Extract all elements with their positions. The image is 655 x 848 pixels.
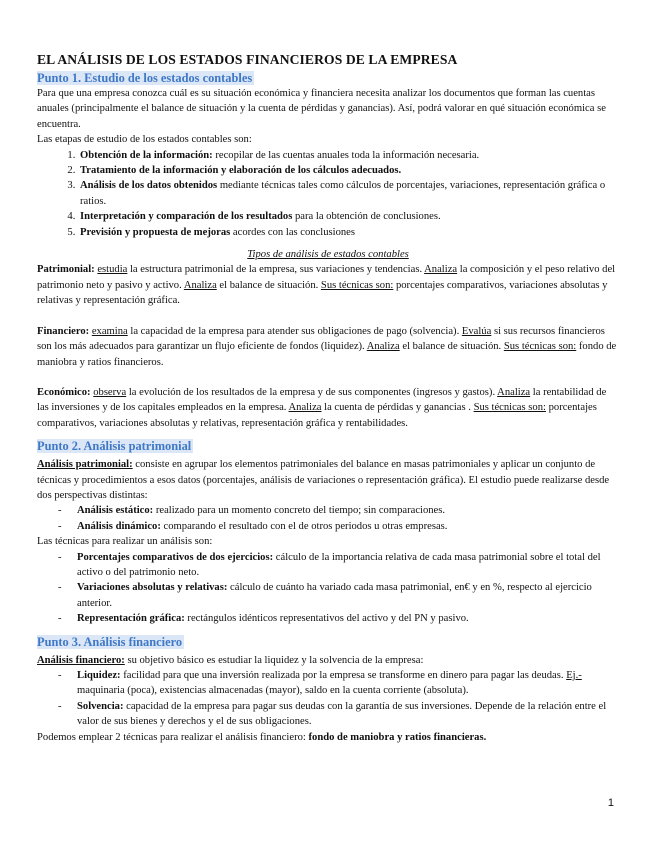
punto3-definition: Análisis financiero: su objetivo básico es estudiar la liquidez y la solvencia de la empresa:: [37, 654, 424, 666]
document-title: EL ANÁLISIS DE LOS ESTADOS FINANCIEROS DE LA EMPRESA: [37, 52, 458, 67]
section-heading-punto1: Punto 1. Estudio de los estados contables: [37, 71, 253, 85]
list-item: - Porcentajes comparativos de dos ejercicios: cálculo de la importancia relativa de cada masa patrimonial sobre el total del activo o del patrimonio neto.: [58, 550, 619, 581]
list-item: - Liquidez: facilidad para que una inversión realizada por la empresa se transforme en dinero para pagar las deudas. Ej.- maquinaria (poca), existencias almacenadas (mayor), saldo en la cuenta corriente (absoluta).: [58, 668, 619, 699]
punto3-closing: Podemos emplear 2 técnicas para realizar el análisis financiero: fondo de maniobra y ratios financieras.: [37, 731, 487, 743]
tipos-heading: Tipos de análisis de estados contables: [247, 249, 409, 261]
list-item: - Análisis estático: realizado para un momento concreto del tiempo; sin comparaciones.: [58, 503, 619, 518]
tipo-financiero: Financiero: examina la capacidad de la empresa para atender sus obligaciones de pago (solvencia). Evalúa si sus recursos financieros son los más adecuados para garantizar un flujo eficiente de fondos (liquidez). Analiza el balance de situación. Sus técnicas son: fondo de maniobra y ratios financieros.: [37, 325, 617, 368]
list-item: - Solvencia: capacidad de la empresa para pagar sus deudas con la garantía de sus inversiones. Depende de la relación entre el valor de sus bienes y derechos y el de sus obligaciones.: [58, 699, 619, 730]
list-item: 2. Tratamiento de la información y elaboración de los cálculos adecuados.: [78, 163, 619, 178]
section-heading-punto2: Punto 2. Análisis patrimonial: [37, 439, 192, 454]
perspectivas-list: [37, 503, 619, 534]
tecnicas-intro: Las técnicas para realizar un análisis son:: [37, 536, 213, 548]
list-item: - Variaciones absolutas y relativas: cálculo de cuánto ha variado cada masa patrimonial, en€ y en %, respecto al ejercicio anterior.: [58, 580, 619, 611]
list-item: 1. Obtención de la información: recopilar de las cuentas anuales toda la información necesaria.: [78, 148, 619, 163]
financiero-list: [37, 668, 619, 730]
tecnicas-list: [37, 550, 619, 627]
list-item: 3. Análisis de los datos obtenidos mediante técnicas tales como cálculos de porcentajes, variaciones, representación gráfica o ratios.: [78, 178, 619, 209]
section-heading-punto3: Punto 3. Análisis financiero: [37, 634, 183, 649]
tipo-economico: Económico: observa la evolución de los resultados de la empresa y de sus componentes (ingresos y gastos). Analiza la rentabilidad de las inversiones y de los capitales empleados en la empresa. Analiza la cuenta de pérdidas y ganancias . Sus técnicas son: porcentajes comparativos, variaciones absolutas y relativas, representación gráfica y rentabilidades.: [37, 386, 607, 429]
punto1-intro: Para que una empresa conozca cuál es su situación económica y financiera necesita analizar los documentos que forman las cuentas anuales (principalmente el balance de situación y la cuenta de pérdidas y ganancias). Así, podrá valorar en qué situación económica se encuentra.: [37, 88, 606, 130]
punto2-definition: Análisis patrimonial: consiste en agrupar los elementos patrimoniales del balance en masas patrimoniales y aplicar un conjunto de técnicas y procedimientos a esos datos (porcentajes, análisis de variaciones o representación gráfica). El estudio puede realizarse desde dos perspectivas distintas:: [37, 459, 610, 501]
list-item: 4. Interpretación y comparación de los resultados para la obtención de conclusiones.: [78, 209, 619, 224]
page-number: 1: [607, 797, 614, 809]
list-item: - Representación gráfica: rectángulos idénticos representativos del activo y del PN y pasivo.: [58, 611, 619, 626]
tipo-patrimonial: Patrimonial: estudia la estructura patrimonial de la empresa, sus variaciones y tendencias. Analiza la composición y el peso relativo del patrimonio neto y pasivo y activo. Analiza el balance de situación. Sus técnicas son: porcentajes comparativos, variaciones absolutas y relativas y representación gráfica.: [37, 264, 616, 307]
etapas-list: [37, 148, 619, 240]
list-item: 5. Previsión y propuesta de mejoras acordes con las conclusiones: [78, 225, 619, 240]
document-page: [37, 52, 619, 745]
etapas-intro: Las etapas de estudio de los estados contables son:: [37, 134, 252, 146]
list-item: - Análisis dinámico: comparando el resultado con el de otros periodos u otras empresas.: [58, 519, 619, 534]
